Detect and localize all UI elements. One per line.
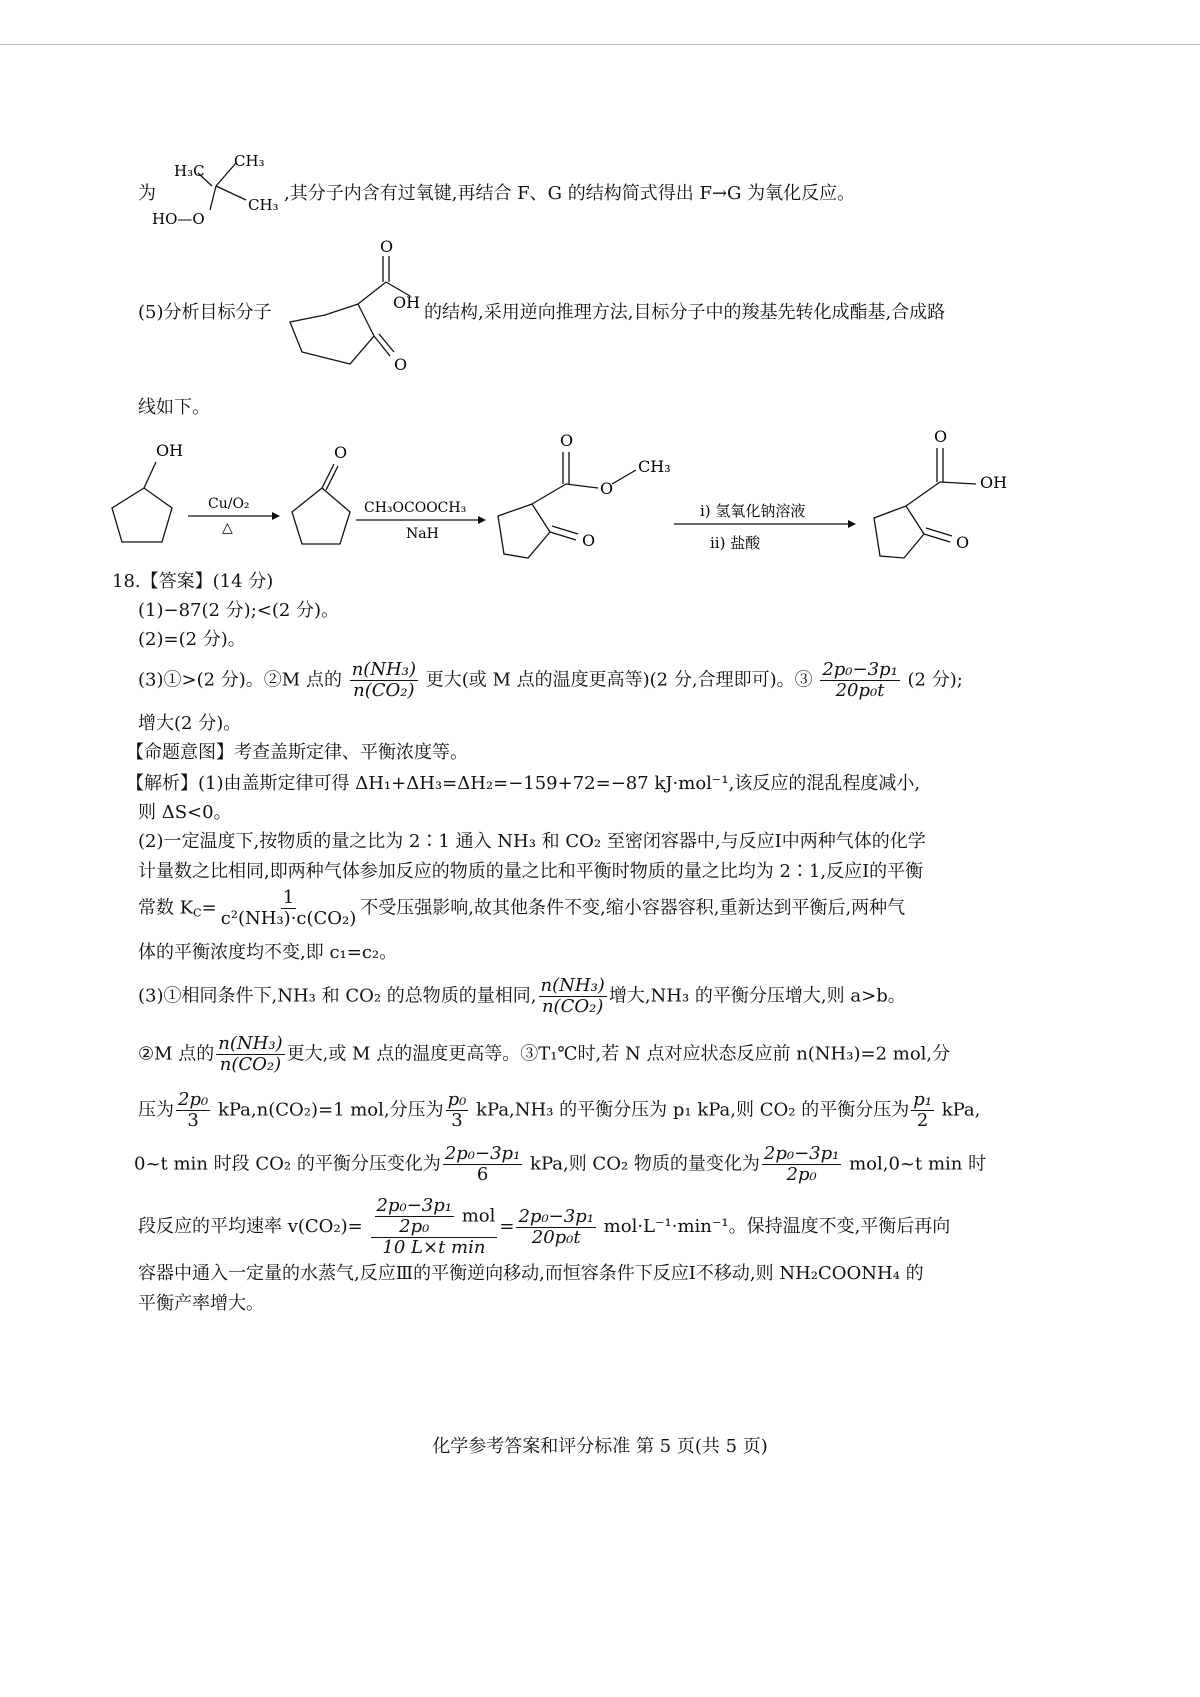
q5-cont: 线如下。: [138, 397, 210, 418]
svg-text:OH: OH: [980, 473, 1008, 492]
hoo-label: HO—O: [152, 210, 205, 228]
analysis-3g: 平衡产率增大。: [138, 1293, 264, 1314]
synthesis-scheme: [100, 428, 1100, 573]
analysis-2b: 计量数之比相同,即两种气体参加反应的物质的量之比和平衡时物质的量之比均为 2∶1,反应Ⅰ的平衡: [138, 861, 924, 882]
cond3-top: i) 氢氧化钠溶液: [700, 502, 806, 520]
cond2-bot: NaH: [406, 526, 439, 542]
ch3-label: CH₃: [248, 196, 279, 214]
analysis-2c: 常数 $K_C=$ $\frac{1}{\text{c²(NH₃)·c(CO₂)}}$ 不受压强影响,故其他条件不变,缩小容器容积,重新达到平衡后,两种气: [138, 887, 906, 929]
q18-a2: (2)=(2 分)。: [138, 629, 246, 650]
analysis-3c: 压为 $\frac{\text{2p₀}}{3}$ kPa,n(CO₂)=1 mol,分压为 $\frac{\text{p₀}}{3}$ kPa,NH₃ 的平衡分压为 p₁ kPa,则 CO₂ 的平衡分压为 $\frac{\text{p₁}}{2}$ kPa,: [138, 1089, 981, 1131]
svg-text:O: O: [956, 533, 970, 552]
intent: 【命题意图】考查盖斯定律、平衡浓度等。: [126, 742, 468, 763]
q5-prefix: (5)分析目标分子: [138, 302, 272, 323]
top-rule: [0, 44, 1200, 45]
svg-text:O: O: [560, 431, 574, 450]
svg-text:O: O: [394, 355, 408, 374]
svg-text:O: O: [380, 238, 394, 256]
svg-text:CH₃: CH₃: [638, 457, 671, 476]
analysis-2a: (2)一定温度下,按物质的量之比为 2∶1 通入 NH₃ 和 CO₂ 至密闭容器中,与反应Ⅰ中两种气体的化学: [138, 831, 926, 852]
analysis-2d: 体的平衡浓度均不变,即 c₁=c₂。: [138, 942, 398, 963]
svg-text:OH: OH: [393, 293, 421, 312]
svg-text:OH: OH: [156, 441, 184, 460]
svg-text:O: O: [582, 531, 596, 550]
analysis-3f: 容器中通入一定量的水蒸气,反应Ⅲ的平衡逆向移动,而恒容条件下反应Ⅰ不移动,则 NH₂COONH₄ 的: [138, 1263, 924, 1284]
q18-a1: (1)−87(2 分);<(2 分)。: [138, 600, 340, 621]
cond1-top: Cu/O₂: [208, 496, 250, 512]
target-molecule-structure: [270, 238, 430, 388]
ch3-label: CH₃: [234, 152, 265, 170]
analysis-1b: 则 ΔS<0。: [138, 802, 232, 823]
analysis-3e: 段反应的平均速率 v(CO₂)= $\frac{\text{2p₀−3p₁}}{\text{2p₀}}$ mol 10 L×t min = $\frac{\text{2p₀−3p₁}}{\text{20p₀t}}$ mol·L⁻¹·min⁻¹。保持温度不变,平衡后再向: [138, 1195, 951, 1258]
h3c-label: H₃C: [174, 162, 205, 180]
q5-text: 的结构,采用逆向推理方法,目标分子中的羧基先转化成酯基,合成路: [424, 302, 946, 323]
kc-fraction: $\frac{1}{\text{c²(NH₃)·c(CO₂)}}$: [220, 887, 357, 929]
cond2-top: CH₃OCOOCH₃: [364, 500, 467, 516]
page-footer: 化学参考答案和评分标准 第 5 页(共 5 页): [432, 1436, 768, 1457]
peroxide-structure: [150, 146, 290, 234]
q18-head: 18.【答案】(14 分): [112, 571, 274, 592]
svg-text:O: O: [934, 428, 948, 446]
svg-text:O: O: [600, 479, 614, 498]
answer-fraction: $\frac{\text{2p₀−3p₁}}{\text{20p₀t}}$: [822, 659, 898, 701]
ratio-fraction: $\frac{\text{n(NH₃)}}{\text{n(CO₂)}}$: [351, 659, 416, 701]
svg-text:O: O: [334, 443, 348, 462]
cond1-bot: △: [222, 520, 233, 536]
line1-text: ,其分子内含有过氧键,再结合 F、G 的结构简式得出 F→G 为氧化反应。: [284, 183, 856, 204]
analysis-3d: 0~t min 时段 CO₂ 的平衡分压变化为 $\frac{\text{2p₀−3p₁}}{6}$ kPa,则 CO₂ 物质的量变化为 $\frac{\text{2p₀−3p₁}}{\text{2p₀}}$ mol,0~t min 时: [134, 1143, 987, 1185]
cond3-bot: ii) 盐酸: [710, 534, 761, 552]
analysis-1: 【解析】(1)由盖斯定律可得 ΔH₁+ΔH₃=ΔH₂=−159+72=−87 kJ·mol⁻¹,该反应的混乱程度减小,: [126, 773, 921, 794]
q18-a3: (3)①>(2 分)。②M 点的 $\frac{\text{n(NH₃)}}{\text{n(CO₂)}}$ 更大(或 M 点的温度更高等)(2 分,合理即可)。③ $\frac{\text{2p₀−3p₁}}{\text{20p₀t}}$ (2 分);: [138, 659, 963, 701]
q18-a3-cont: 增大(2 分)。: [138, 713, 242, 734]
rate-fraction: $\frac{\text{2p₀−3p₁}}{\text{2p₀}}$ mol 10 L×t min: [371, 1196, 498, 1258]
analysis-3a: (3)①相同条件下,NH₃ 和 CO₂ 的总物质的量相同, $\frac{\text{n(NH₃)}}{\text{n(CO₂)}}$ 增大,NH₃ 的平衡分压增大,则 a>b。: [138, 975, 906, 1017]
line1-prefix: 为: [138, 183, 156, 204]
analysis-3b: ②M 点的 $\frac{\text{n(NH₃)}}{\text{n(CO₂)}}$ 更大,或 M 点的温度更高等。③T₁℃时,若 N 点对应状态反应前 n(NH₃)=2 mol,分: [138, 1033, 951, 1075]
